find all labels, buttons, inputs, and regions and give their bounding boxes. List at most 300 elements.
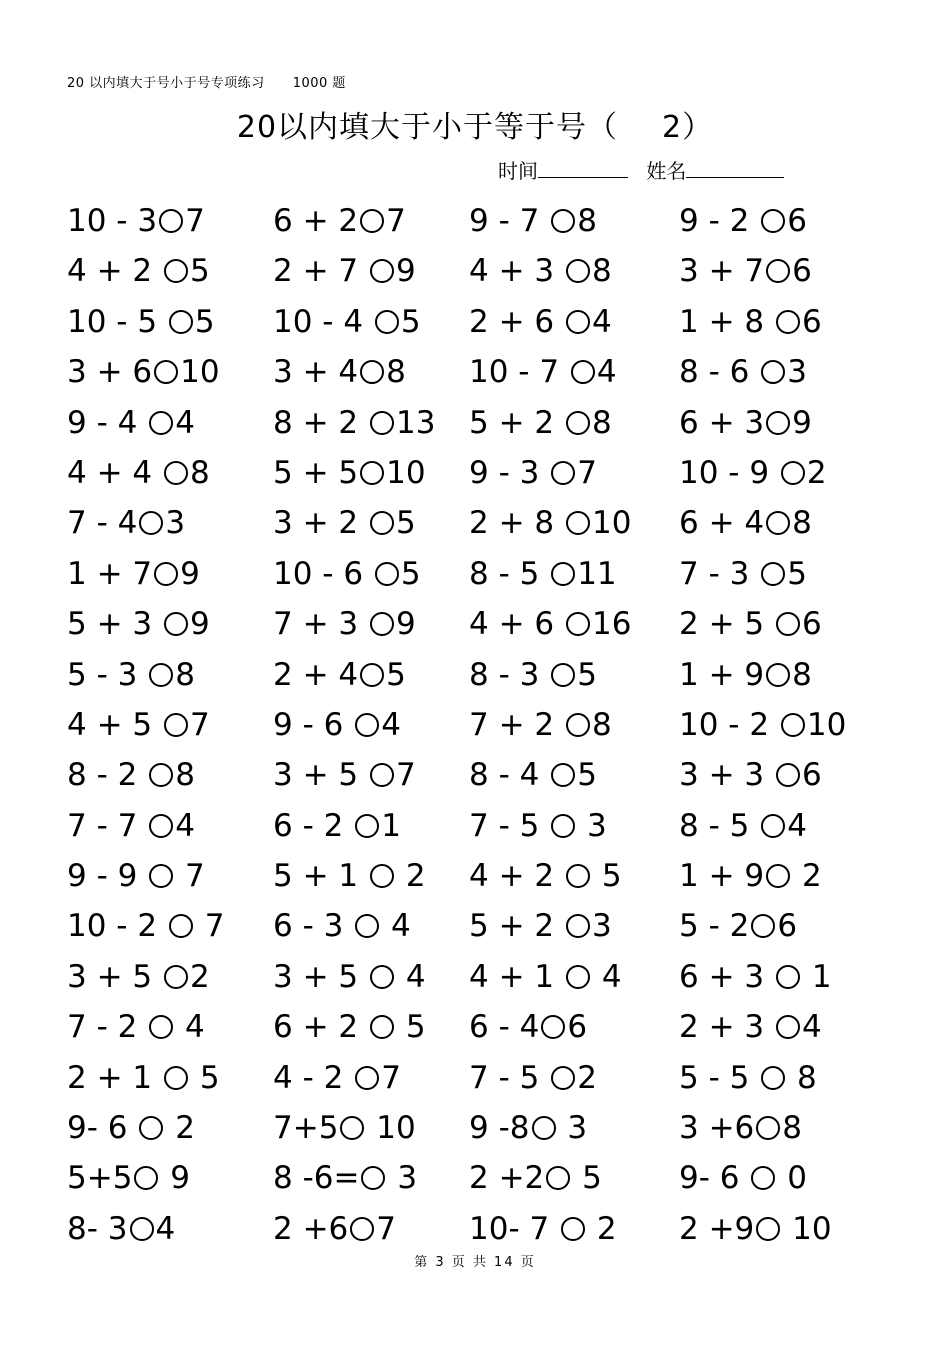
expression: 9 -8 bbox=[469, 1110, 530, 1147]
answer-circle[interactable] bbox=[541, 1015, 565, 1039]
exercise-row bbox=[67, 901, 907, 951]
exercise-row bbox=[67, 952, 907, 1002]
compare-number: 2 bbox=[587, 1210, 617, 1247]
compare-number: 6 bbox=[801, 757, 822, 794]
answer-circle[interactable] bbox=[375, 562, 399, 586]
answer-circle[interactable] bbox=[350, 1217, 374, 1241]
answer-circle[interactable] bbox=[375, 310, 399, 334]
expression: 5 - 2 bbox=[679, 908, 750, 945]
answer-circle[interactable] bbox=[169, 310, 193, 334]
expression: 4 + 3 bbox=[469, 253, 564, 290]
title-main: 20以内填大于小于等于号（ bbox=[236, 110, 619, 145]
expression: 2 +9 bbox=[679, 1210, 755, 1247]
compare-number: 9 bbox=[160, 1160, 190, 1197]
expression: 2 +6 bbox=[273, 1210, 349, 1247]
page-footer: 第 3 页 共 14 页 bbox=[414, 1255, 536, 1270]
answer-circle[interactable] bbox=[781, 461, 805, 485]
compare-number: 6 bbox=[801, 606, 822, 643]
answer-circle[interactable] bbox=[546, 1166, 570, 1190]
compare-number: 0 bbox=[777, 1160, 807, 1197]
compare-number: 2 bbox=[792, 858, 822, 895]
compare-number: 9 bbox=[189, 606, 210, 643]
expression: 9- 6 bbox=[67, 1110, 138, 1147]
compare-number: 5 bbox=[194, 303, 215, 340]
name-label: 姓名 bbox=[646, 159, 687, 183]
exercise-item bbox=[273, 801, 401, 851]
expression: 7 - 7 bbox=[67, 807, 148, 844]
compare-number: 11 bbox=[577, 555, 617, 592]
answer-circle[interactable] bbox=[551, 461, 575, 485]
compare-number: 4 bbox=[175, 1009, 205, 1046]
exercise-row bbox=[67, 1053, 907, 1103]
compare-number: 4 bbox=[591, 303, 612, 340]
compare-number: 8 bbox=[175, 656, 195, 693]
expression: 8 -6= bbox=[273, 1160, 360, 1197]
name-time-fields bbox=[498, 155, 784, 184]
expression: 8 - 6 bbox=[679, 354, 760, 391]
header-label: 20 以内填大于号小于号专项练习 bbox=[67, 76, 265, 91]
expression: 6 - 3 bbox=[273, 908, 354, 945]
expression: 9 - 7 bbox=[469, 203, 550, 239]
exercise-row bbox=[67, 1103, 907, 1153]
exercise-row bbox=[67, 246, 907, 296]
answer-circle[interactable] bbox=[149, 411, 173, 435]
exercise-row bbox=[67, 196, 907, 246]
expression: 6 + 4 bbox=[679, 505, 765, 542]
answer-circle[interactable] bbox=[566, 612, 590, 636]
answer-circle[interactable] bbox=[370, 965, 394, 989]
compare-number: 4 bbox=[591, 958, 622, 995]
compare-number: 5 bbox=[577, 656, 597, 693]
exercise-item bbox=[679, 448, 827, 498]
answer-circle[interactable] bbox=[761, 360, 785, 384]
compare-number: 4 bbox=[175, 404, 195, 441]
expression: 2 + 3 bbox=[679, 1009, 774, 1046]
expression: 3 + 6 bbox=[67, 354, 153, 391]
compare-number: 2 bbox=[189, 958, 210, 995]
compare-number: 7 bbox=[577, 454, 597, 491]
exercise-item bbox=[67, 1103, 195, 1153]
expression: 1 + 9 bbox=[679, 656, 765, 693]
exercise-item bbox=[273, 498, 416, 548]
compare-number: 3 bbox=[787, 354, 807, 391]
answer-circle[interactable] bbox=[164, 965, 188, 989]
expression: 9 - 4 bbox=[67, 404, 148, 441]
compare-number: 8 bbox=[782, 1110, 803, 1147]
exercise-row bbox=[67, 650, 907, 700]
exercise-item bbox=[679, 549, 807, 599]
answer-circle[interactable] bbox=[776, 612, 800, 636]
compare-number: 5 bbox=[400, 303, 421, 340]
compare-number: 10 bbox=[366, 1110, 416, 1147]
exercise-item bbox=[273, 750, 416, 800]
answer-circle[interactable] bbox=[566, 310, 590, 334]
compare-number: 8 bbox=[386, 354, 406, 391]
exercise-item bbox=[469, 246, 612, 296]
answer-circle[interactable] bbox=[360, 663, 384, 687]
exercise-item bbox=[469, 1103, 587, 1153]
expression: 6 - 4 bbox=[469, 1009, 540, 1046]
exercise-item bbox=[679, 901, 797, 951]
expression: 7 - 5 bbox=[469, 807, 550, 844]
compare-number: 10 bbox=[782, 1210, 832, 1247]
answer-circle[interactable] bbox=[756, 1217, 780, 1241]
exercise-row bbox=[67, 851, 907, 901]
answer-circle[interactable] bbox=[139, 1116, 163, 1140]
exercise-item bbox=[679, 196, 807, 246]
exercise-item bbox=[679, 750, 822, 800]
exercise-row bbox=[67, 297, 907, 347]
answer-circle[interactable] bbox=[130, 1217, 154, 1241]
expression: 4 + 5 bbox=[67, 706, 162, 743]
compare-number: 4 bbox=[787, 807, 807, 844]
exercise-item bbox=[273, 1103, 416, 1153]
answer-circle[interactable] bbox=[551, 663, 575, 687]
exercise-item bbox=[469, 1002, 587, 1052]
answer-circle[interactable] bbox=[355, 1066, 379, 1090]
answer-circle[interactable] bbox=[561, 1217, 585, 1241]
expression: 3 + 3 bbox=[679, 757, 774, 794]
expression: 2 + 6 bbox=[469, 303, 564, 340]
answer-circle[interactable] bbox=[164, 713, 188, 737]
exercise-grid bbox=[67, 196, 907, 1254]
compare-number: 9 bbox=[395, 606, 416, 643]
answer-circle[interactable] bbox=[355, 713, 379, 737]
exercise-item bbox=[679, 498, 812, 548]
answer-circle[interactable] bbox=[361, 1166, 385, 1190]
exercise-row bbox=[67, 398, 907, 448]
exercise-item bbox=[469, 549, 617, 599]
compare-number: 8 bbox=[577, 203, 597, 239]
answer-circle[interactable] bbox=[370, 864, 394, 888]
answer-circle[interactable] bbox=[370, 763, 394, 787]
expression: 9- 6 bbox=[679, 1160, 750, 1197]
compare-number: 3 bbox=[577, 807, 607, 844]
answer-circle[interactable] bbox=[355, 914, 379, 938]
exercise-item bbox=[67, 448, 210, 498]
exercise-item bbox=[679, 347, 807, 397]
answer-circle[interactable] bbox=[766, 259, 790, 283]
exercise-item bbox=[67, 650, 195, 700]
expression: 7 - 5 bbox=[469, 1059, 550, 1096]
exercise-item bbox=[273, 700, 401, 750]
compare-number: 6 bbox=[801, 303, 822, 340]
exercise-item bbox=[67, 297, 215, 347]
compare-number: 4 bbox=[395, 958, 426, 995]
expression: 3 + 5 bbox=[273, 757, 368, 794]
exercise-item bbox=[679, 297, 822, 347]
answer-circle[interactable] bbox=[566, 864, 590, 888]
answer-circle[interactable] bbox=[360, 360, 384, 384]
answer-circle[interactable] bbox=[370, 411, 394, 435]
answer-circle[interactable] bbox=[781, 713, 805, 737]
answer-circle[interactable] bbox=[761, 209, 785, 233]
answer-circle[interactable] bbox=[149, 1015, 173, 1039]
exercise-item bbox=[469, 196, 597, 246]
answer-circle[interactable] bbox=[139, 511, 163, 535]
exercise-row bbox=[67, 448, 907, 498]
exercise-item bbox=[679, 1153, 807, 1203]
compare-number: 2 bbox=[577, 1059, 597, 1096]
page-title bbox=[0, 102, 950, 146]
exercise-item bbox=[273, 650, 406, 700]
expression: 5 + 2 bbox=[469, 908, 564, 945]
compare-number: 4 bbox=[381, 908, 411, 945]
exercise-row bbox=[67, 1002, 907, 1052]
exercise-item bbox=[469, 851, 622, 901]
answer-circle[interactable] bbox=[551, 814, 575, 838]
exercise-item bbox=[469, 297, 612, 347]
compare-number: 1 bbox=[801, 958, 832, 995]
compare-number: 8 bbox=[591, 706, 612, 743]
exercise-item bbox=[679, 398, 812, 448]
exercise-item bbox=[679, 700, 846, 750]
compare-number: 7 bbox=[185, 203, 205, 239]
expression: 5 + 3 bbox=[67, 606, 162, 643]
title-number: 2） bbox=[662, 110, 714, 145]
expression: 3 + 5 bbox=[67, 958, 162, 995]
compare-number: 9 bbox=[792, 404, 812, 441]
exercise-item bbox=[67, 1053, 220, 1103]
answer-circle[interactable] bbox=[149, 763, 173, 787]
expression: 4 + 6 bbox=[469, 606, 564, 643]
answer-circle[interactable] bbox=[776, 310, 800, 334]
answer-circle[interactable] bbox=[551, 1066, 575, 1090]
exercise-item bbox=[469, 952, 622, 1002]
compare-number: 8 bbox=[792, 656, 812, 693]
answer-circle[interactable] bbox=[566, 511, 590, 535]
answer-circle[interactable] bbox=[532, 1116, 556, 1140]
exercise-item bbox=[67, 246, 210, 296]
expression: 1 + 7 bbox=[67, 555, 153, 592]
expression: 10 - 6 bbox=[273, 555, 373, 592]
expression: 10 - 2 bbox=[679, 706, 779, 743]
expression: 10- 7 bbox=[469, 1210, 560, 1247]
exercise-item bbox=[67, 347, 220, 397]
expression: 7 + 2 bbox=[469, 706, 564, 743]
expression: 8 - 5 bbox=[469, 555, 550, 592]
expression: 8 - 2 bbox=[67, 757, 148, 794]
expression: 2 +2 bbox=[469, 1160, 545, 1197]
compare-number: 5 bbox=[189, 1059, 220, 1096]
answer-circle[interactable] bbox=[134, 1166, 158, 1190]
compare-number: 5 bbox=[591, 858, 622, 895]
answer-circle[interactable] bbox=[566, 713, 590, 737]
compare-number: 5 bbox=[395, 505, 416, 542]
answer-circle[interactable] bbox=[360, 209, 384, 233]
compare-number: 2 bbox=[806, 454, 827, 491]
exercise-row bbox=[67, 750, 907, 800]
compare-number: 3 bbox=[387, 1160, 418, 1197]
compare-number: 4 bbox=[596, 354, 617, 391]
expression: 4 + 4 bbox=[67, 454, 162, 491]
answer-circle[interactable] bbox=[776, 1015, 800, 1039]
exercise-item bbox=[273, 297, 421, 347]
compare-number: 4 bbox=[381, 706, 401, 743]
answer-circle[interactable] bbox=[360, 461, 384, 485]
compare-number: 7 bbox=[194, 908, 225, 945]
expression: 4 - 2 bbox=[273, 1059, 354, 1096]
answer-circle[interactable] bbox=[370, 612, 394, 636]
exercise-item bbox=[469, 901, 612, 951]
header-count: 1000 题 bbox=[292, 76, 346, 91]
expression: 5 + 1 bbox=[273, 858, 368, 895]
exercise-item bbox=[67, 196, 205, 246]
exercise-item bbox=[679, 1204, 832, 1254]
compare-number: 8 bbox=[591, 253, 612, 290]
compare-number: 2 bbox=[395, 858, 426, 895]
answer-circle[interactable] bbox=[551, 209, 575, 233]
answer-circle[interactable] bbox=[766, 663, 790, 687]
answer-circle[interactable] bbox=[571, 360, 595, 384]
exercise-item bbox=[67, 1204, 175, 1254]
exercise-item bbox=[67, 801, 195, 851]
compare-number: 3 bbox=[165, 505, 186, 542]
exercise-item bbox=[469, 700, 612, 750]
time-blank[interactable] bbox=[538, 159, 628, 178]
answer-circle[interactable] bbox=[164, 612, 188, 636]
exercise-item bbox=[469, 1053, 597, 1103]
compare-number: 5 bbox=[395, 1009, 426, 1046]
answer-circle[interactable] bbox=[164, 259, 188, 283]
answer-circle[interactable] bbox=[566, 965, 590, 989]
answer-circle[interactable] bbox=[169, 914, 193, 938]
compare-number: 7 bbox=[395, 757, 416, 794]
exercise-item bbox=[67, 851, 205, 901]
expression: 9 - 6 bbox=[273, 706, 354, 743]
answer-circle[interactable] bbox=[164, 461, 188, 485]
exercise-item bbox=[679, 1053, 817, 1103]
expression: 2 + 4 bbox=[273, 656, 359, 693]
exercise-item bbox=[469, 1153, 602, 1203]
exercise-row bbox=[67, 498, 907, 548]
exercise-item bbox=[679, 1103, 802, 1153]
name-blank[interactable] bbox=[686, 159, 784, 178]
compare-number: 5 bbox=[189, 253, 210, 290]
expression: 4 + 2 bbox=[67, 253, 162, 290]
expression: 9 - 9 bbox=[67, 858, 148, 895]
exercise-item bbox=[67, 498, 185, 548]
exercise-item bbox=[67, 901, 225, 951]
compare-number: 8 bbox=[175, 757, 195, 794]
exercise-item bbox=[67, 398, 195, 448]
expression: 10 - 7 bbox=[469, 354, 569, 391]
answer-circle[interactable] bbox=[154, 360, 178, 384]
compare-number: 6 bbox=[777, 908, 798, 945]
compare-number: 7 bbox=[376, 1210, 397, 1247]
expression: 7 + 3 bbox=[273, 606, 368, 643]
compare-number: 6 bbox=[567, 1009, 588, 1046]
answer-circle[interactable] bbox=[154, 562, 178, 586]
exercise-item bbox=[67, 1153, 190, 1203]
expression: 8- 3 bbox=[67, 1210, 128, 1247]
answer-circle[interactable] bbox=[751, 914, 775, 938]
expression: 6 + 2 bbox=[273, 203, 359, 239]
exercise-item bbox=[273, 599, 416, 649]
compare-number: 9 bbox=[180, 555, 200, 592]
compare-number: 7 bbox=[386, 203, 406, 239]
exercise-item bbox=[679, 952, 832, 1002]
answer-circle[interactable] bbox=[756, 1116, 780, 1140]
answer-circle[interactable] bbox=[370, 1015, 394, 1039]
exercise-item bbox=[679, 246, 812, 296]
exercise-item bbox=[273, 196, 406, 246]
exercise-item bbox=[67, 750, 195, 800]
expression: 6 + 3 bbox=[679, 404, 765, 441]
compare-number: 8 bbox=[787, 1059, 817, 1096]
compare-number: 5 bbox=[400, 555, 421, 592]
compare-number: 3 bbox=[557, 1110, 588, 1147]
answer-circle[interactable] bbox=[776, 965, 800, 989]
expression: 10 - 5 bbox=[67, 303, 167, 340]
answer-circle[interactable] bbox=[766, 511, 790, 535]
compare-number: 3 bbox=[591, 908, 612, 945]
answer-circle[interactable] bbox=[751, 1166, 775, 1190]
answer-circle[interactable] bbox=[566, 411, 590, 435]
compare-number: 10 bbox=[180, 354, 220, 391]
expression: 6 + 3 bbox=[679, 958, 774, 995]
answer-circle[interactable] bbox=[566, 259, 590, 283]
answer-circle[interactable] bbox=[340, 1116, 364, 1140]
exercise-item bbox=[67, 700, 210, 750]
exercise-item bbox=[469, 398, 612, 448]
compare-number: 5 bbox=[787, 555, 807, 592]
answer-circle[interactable] bbox=[355, 814, 379, 838]
answer-circle[interactable] bbox=[551, 562, 575, 586]
compare-number: 13 bbox=[395, 404, 436, 441]
exercise-item bbox=[679, 599, 822, 649]
expression: 3 + 2 bbox=[273, 505, 368, 542]
exercise-row bbox=[67, 700, 907, 750]
answer-circle[interactable] bbox=[551, 763, 575, 787]
answer-circle[interactable] bbox=[766, 411, 790, 435]
compare-number: 4 bbox=[175, 807, 195, 844]
compare-number: 5 bbox=[386, 656, 406, 693]
answer-circle[interactable] bbox=[776, 763, 800, 787]
answer-circle[interactable] bbox=[164, 1066, 188, 1090]
answer-circle[interactable] bbox=[766, 864, 790, 888]
exercise-item bbox=[273, 1204, 396, 1254]
exercise-item bbox=[273, 398, 435, 448]
exercise-item bbox=[273, 952, 426, 1002]
expression: 6 + 2 bbox=[273, 1009, 368, 1046]
compare-number: 7 bbox=[381, 1059, 401, 1096]
answer-circle[interactable] bbox=[159, 209, 183, 233]
answer-circle[interactable] bbox=[761, 562, 785, 586]
answer-circle[interactable] bbox=[149, 663, 173, 687]
answer-circle[interactable] bbox=[370, 511, 394, 535]
expression: 2 + 8 bbox=[469, 505, 564, 542]
expression: 10 - 4 bbox=[273, 303, 373, 340]
compare-number: 7 bbox=[175, 858, 205, 895]
answer-circle[interactable] bbox=[761, 814, 785, 838]
answer-circle[interactable] bbox=[149, 814, 173, 838]
exercise-item bbox=[273, 1002, 426, 1052]
compare-number: 10 bbox=[386, 454, 426, 491]
expression: 8 + 2 bbox=[273, 404, 368, 441]
expression: 9 - 3 bbox=[469, 454, 550, 491]
answer-circle[interactable] bbox=[761, 1066, 785, 1090]
expression: 7 - 3 bbox=[679, 555, 760, 592]
answer-circle[interactable] bbox=[566, 914, 590, 938]
exercise-item bbox=[469, 347, 617, 397]
answer-circle[interactable] bbox=[370, 259, 394, 283]
exercise-row bbox=[67, 1204, 907, 1254]
expression: 9 - 2 bbox=[679, 203, 760, 239]
answer-circle[interactable] bbox=[149, 864, 173, 888]
compare-number: 16 bbox=[591, 606, 632, 643]
expression: 7+5 bbox=[273, 1110, 339, 1147]
